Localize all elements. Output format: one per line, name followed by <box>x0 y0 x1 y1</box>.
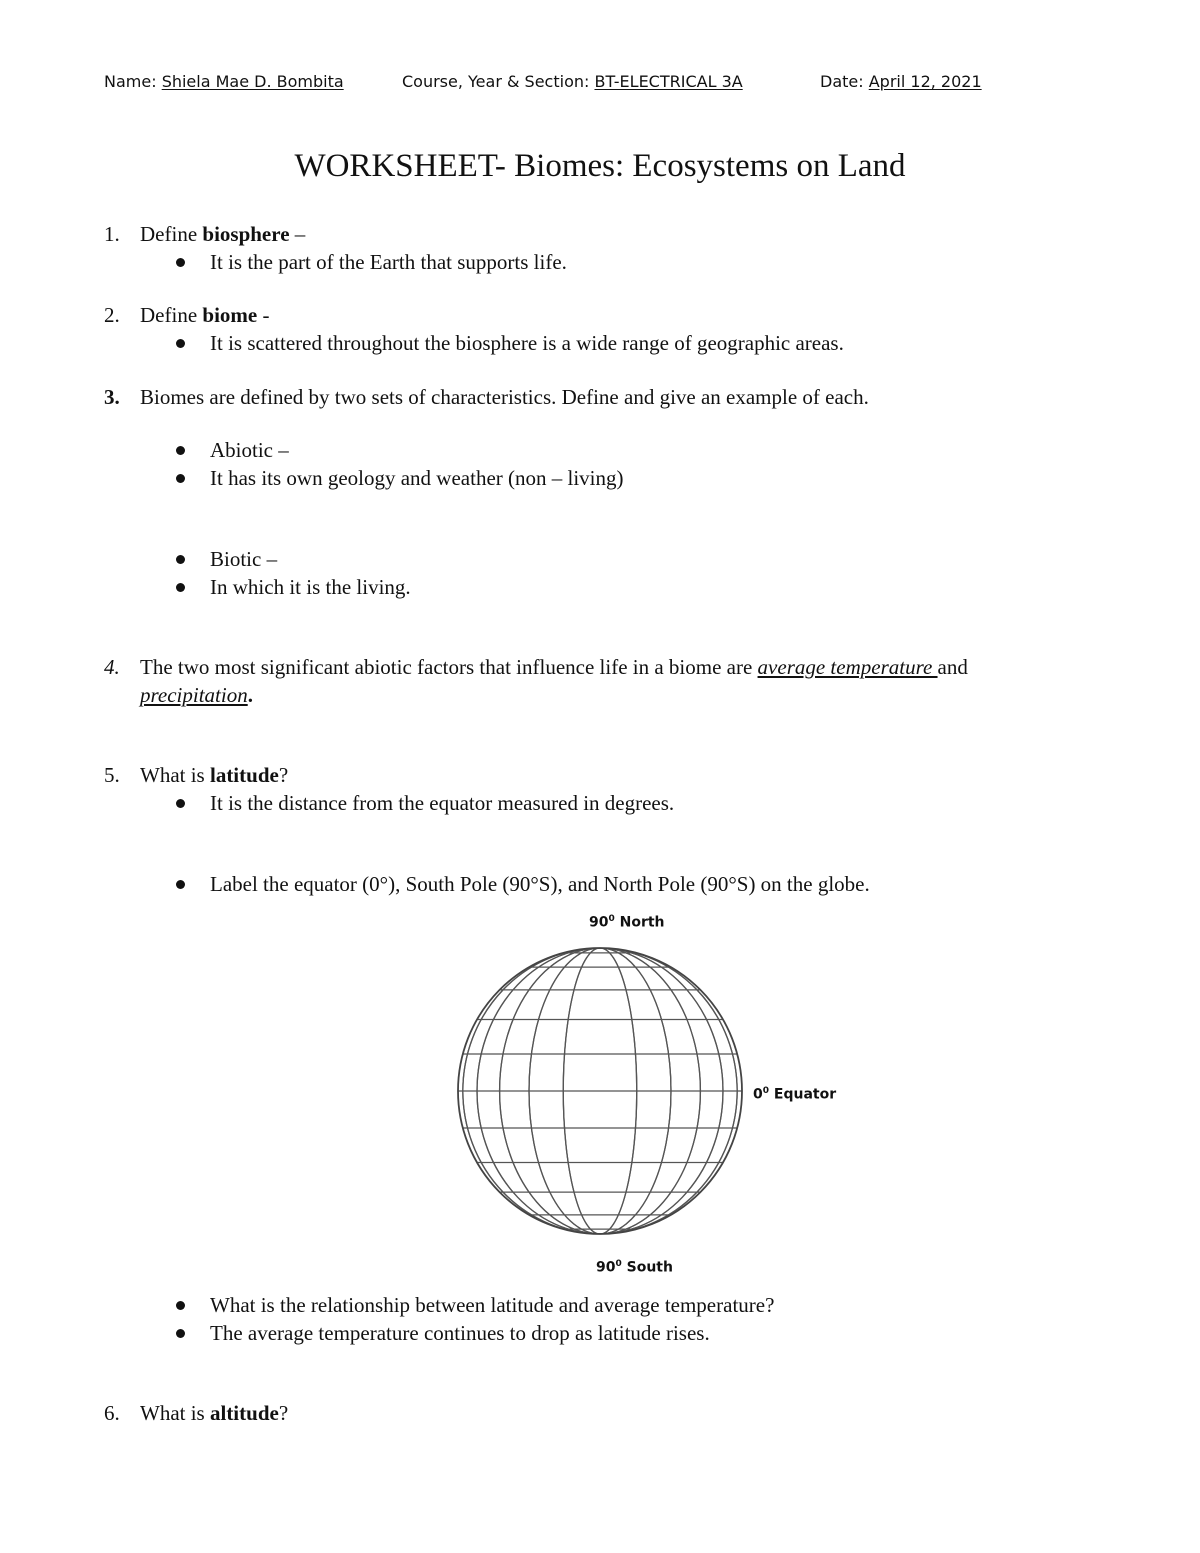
question-prefix: Define <box>140 222 203 246</box>
question-text <box>140 763 288 788</box>
question-text <box>140 683 253 708</box>
answer-text: It is the distance from the equator measured in degrees. <box>210 791 675 815</box>
degree-mark: 0 <box>608 914 615 924</box>
answer-precipitation: precipitation <box>140 683 248 707</box>
question-number: 5. <box>104 763 120 787</box>
name-value: Shiela Mae D. Bombita <box>161 72 344 91</box>
biotic-label: Biotic – <box>210 547 278 571</box>
question-term: altitude <box>209 1401 279 1425</box>
course-label: Course, Year & Section: <box>402 72 590 91</box>
question-number: 6. <box>104 1401 120 1425</box>
question-suffix: ? <box>278 763 289 787</box>
bullet-icon <box>176 555 185 564</box>
relationship-question-text: What is the relationship between latitude and average temperature? <box>210 1293 775 1317</box>
answer-temperature: average temperature <box>757 655 938 679</box>
question-number: 3. <box>104 385 120 409</box>
question-text-part: The two most significant abiotic factors that influence life in a biome are <box>140 655 758 679</box>
question-text <box>140 222 305 247</box>
question-suffix: - <box>257 303 270 327</box>
globe-icon <box>452 942 748 1240</box>
bullet-icon <box>176 474 185 483</box>
question-text-part: and <box>937 655 968 679</box>
bullet-icon <box>176 880 185 889</box>
question-suffix: ? <box>278 1401 289 1425</box>
course-field <box>402 72 743 91</box>
date-value: April 12, 2021 <box>868 72 982 91</box>
name-label: Name: <box>104 72 157 91</box>
bullet-icon <box>176 1329 185 1338</box>
course-value: BT-ELECTRICAL 3A <box>594 72 743 91</box>
label-number: 90 <box>589 914 609 931</box>
abiotic-answer: It has its own geology and weather (non – living) <box>210 466 624 490</box>
biotic-answer: In which it is the living. <box>210 575 411 599</box>
abiotic-label: Abiotic – <box>210 438 289 462</box>
question-prefix: What is <box>140 1401 210 1425</box>
question-text <box>140 303 269 328</box>
label-number: 0 <box>753 1086 763 1103</box>
label-word: North <box>614 914 665 931</box>
question-suffix: – <box>289 222 306 246</box>
answer-text: It is the part of the Earth that supports life. <box>210 250 567 274</box>
relationship-answer-text: The average temperature continues to drop as latitude rises. <box>210 1321 710 1345</box>
question-number: 4. <box>104 655 120 679</box>
name-field <box>104 72 344 91</box>
date-label: Date: <box>820 72 864 91</box>
label-number: 90 <box>596 1259 616 1276</box>
date-field <box>820 72 982 91</box>
bullet-icon <box>176 446 185 455</box>
bullet-icon <box>176 1301 185 1310</box>
worksheet-title: WORKSHEET- Biomes: Ecosystems on Land <box>294 148 906 184</box>
instruction-text: Label the equator (0°), South Pole (90°S), and North Pole (90°S) on the globe. <box>210 872 870 896</box>
question-text <box>140 1401 288 1426</box>
bullet-icon <box>176 583 185 592</box>
question-end: . <box>247 683 253 707</box>
question-prefix: Define <box>140 303 203 327</box>
equator-label <box>753 1086 836 1103</box>
bullet-icon <box>176 799 185 808</box>
label-word: Equator <box>769 1086 837 1103</box>
question-number: 2. <box>104 303 120 327</box>
question-number: 1. <box>104 222 120 246</box>
south-pole-label <box>596 1259 673 1276</box>
degree-mark: 0 <box>762 1086 770 1096</box>
question-term: biome <box>202 303 258 327</box>
question-prefix: What is <box>140 763 210 787</box>
label-word: South <box>621 1259 673 1276</box>
answer-text: It is scattered throughout the biosphere is a wide range of geographic areas. <box>210 331 844 355</box>
question-text: Biomes are defined by two sets of characteristics. Define and give an example of each. <box>140 385 869 409</box>
question-text <box>140 655 968 680</box>
north-pole-label <box>589 914 665 931</box>
degree-mark: 0 <box>615 1259 622 1269</box>
question-term: latitude <box>209 763 279 787</box>
question-term: biosphere <box>202 222 290 246</box>
bullet-icon <box>176 258 185 267</box>
bullet-icon <box>176 339 185 348</box>
